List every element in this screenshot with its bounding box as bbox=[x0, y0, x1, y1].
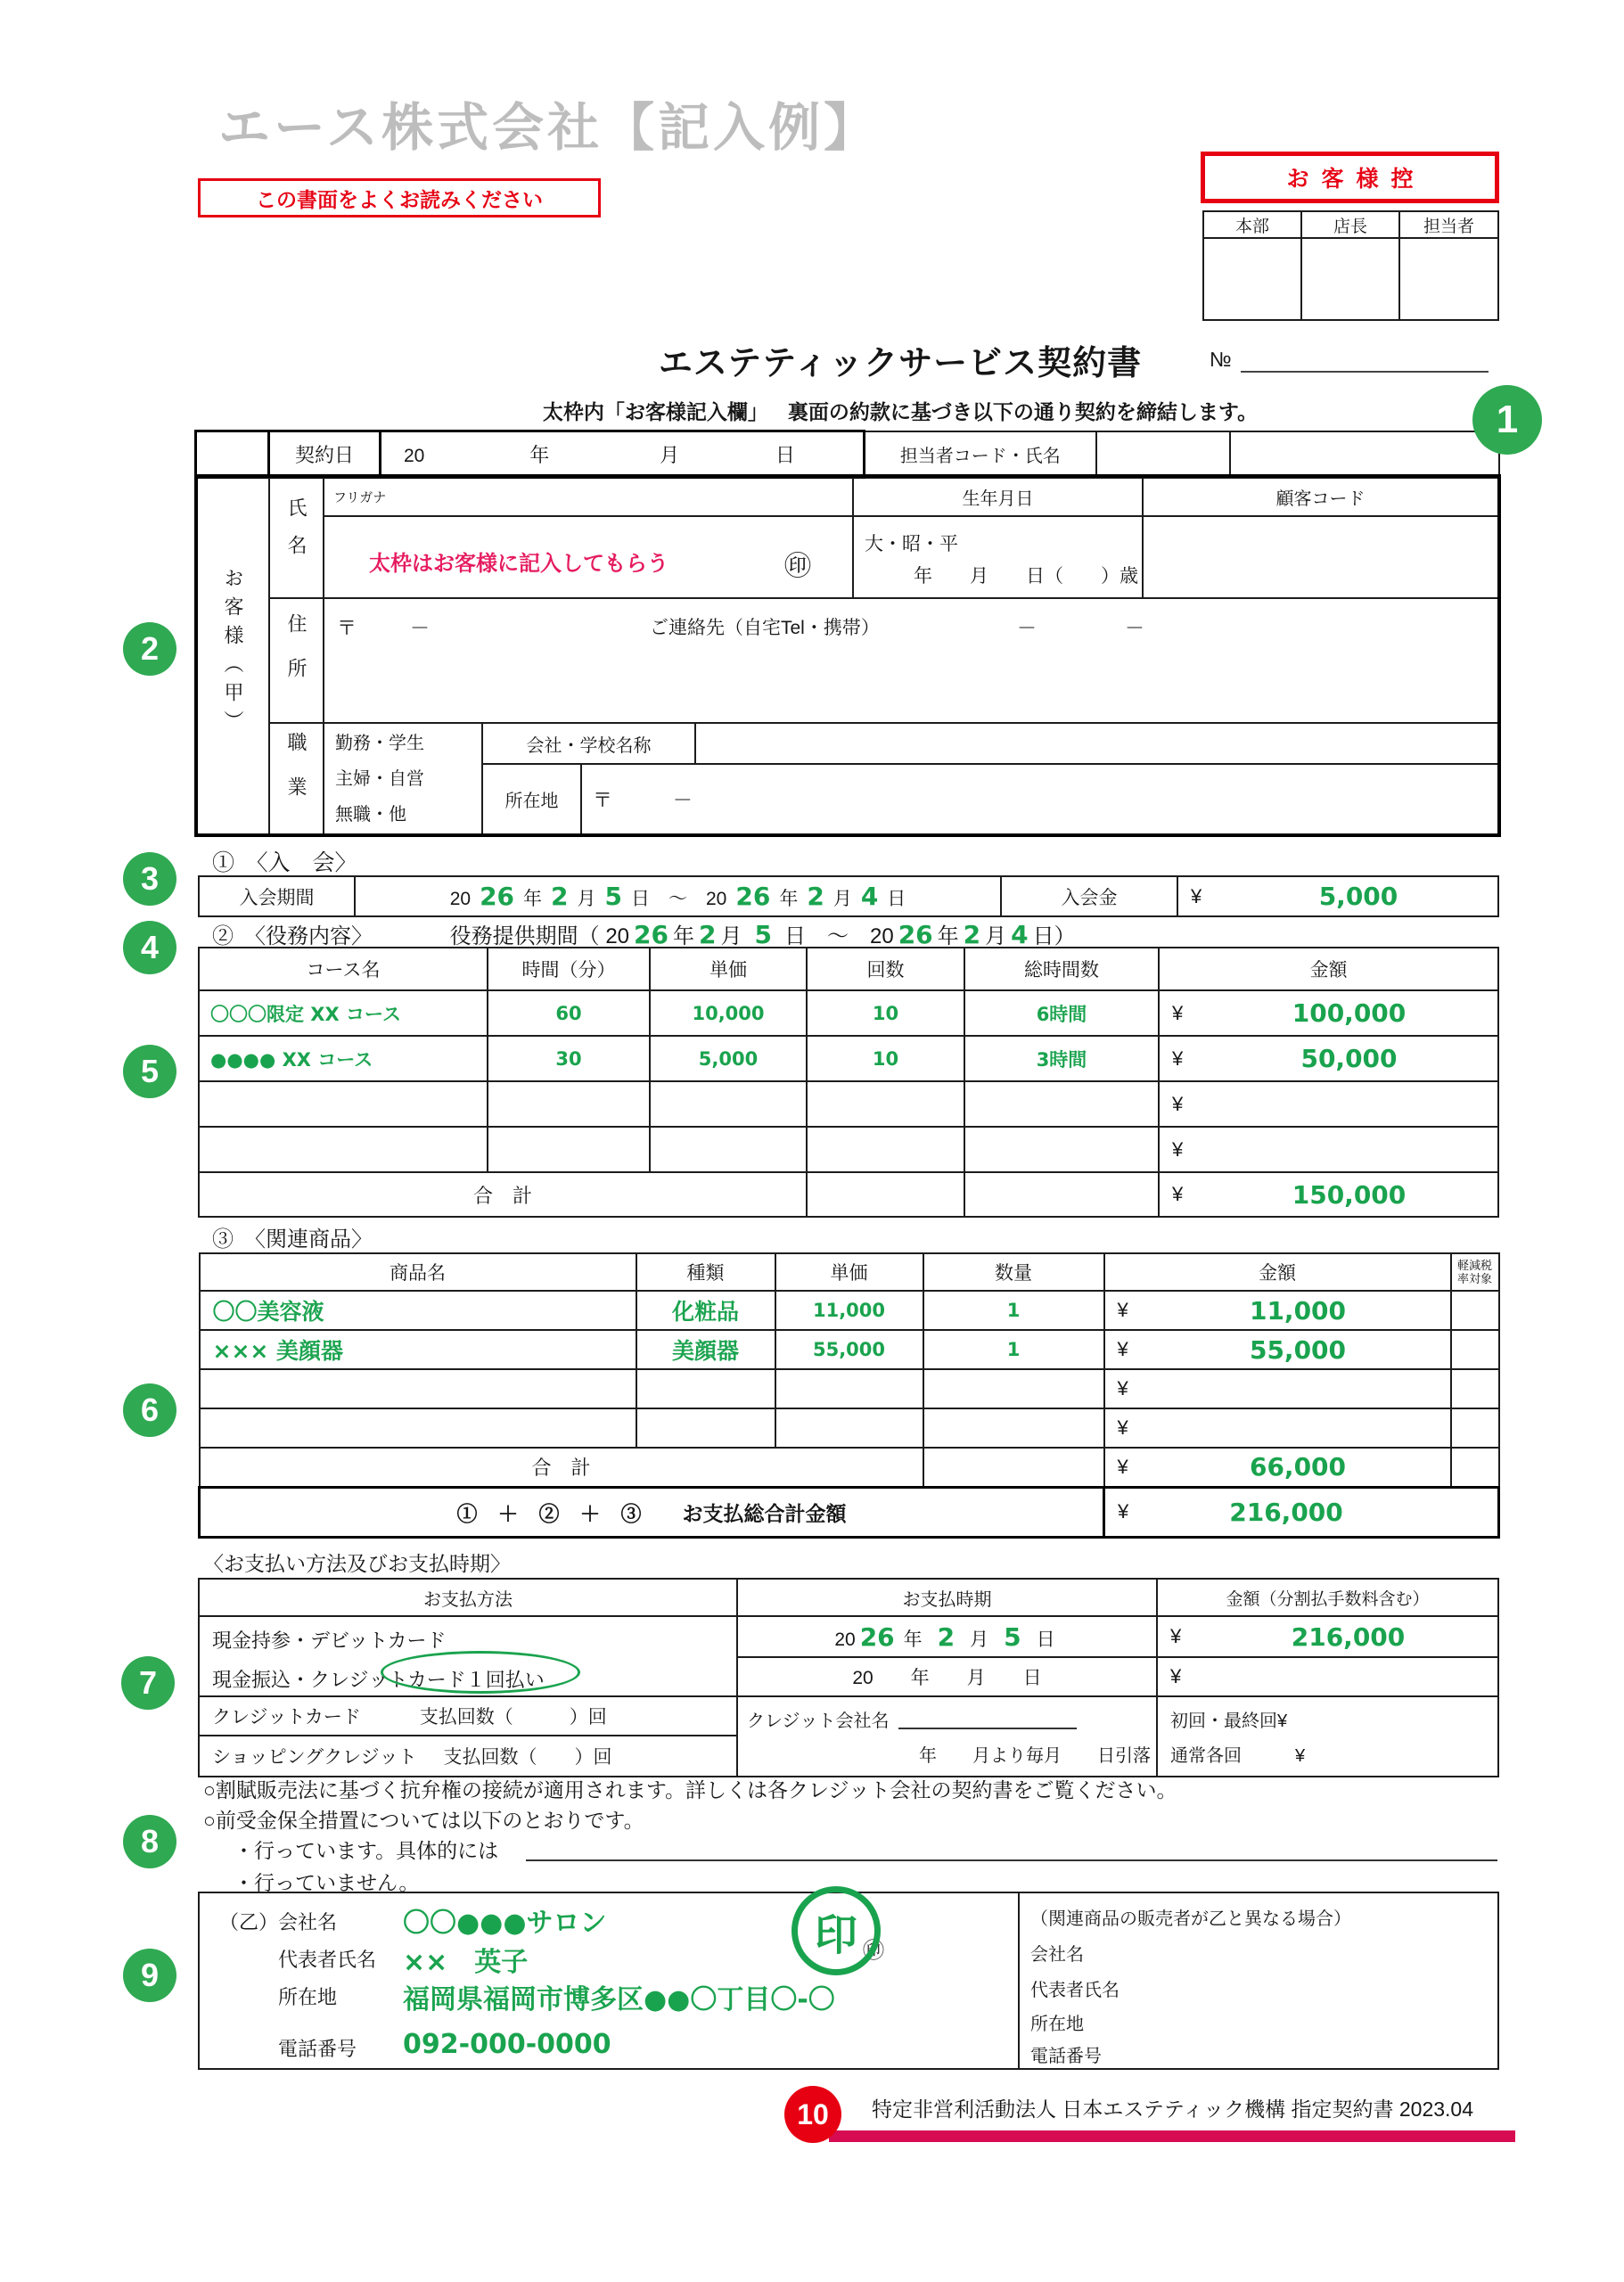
course-1-hours: 6時間 bbox=[964, 990, 1159, 1036]
product-2-yen: ¥ bbox=[1117, 1338, 1128, 1360]
course-2-unit: 5,000 bbox=[650, 1036, 807, 1081]
payment-method-2: 現金振込・クレジットカード１回払い bbox=[212, 1669, 545, 1691]
membership-month-2: 2 bbox=[807, 882, 824, 911]
subtitle-terms-note: 裏面の約款に基づき以下の通り契約を締結します。 bbox=[787, 400, 1259, 423]
product-row-2 bbox=[200, 1330, 1499, 1369]
payment-method-shopping-cell bbox=[199, 1736, 737, 1777]
membership-table bbox=[198, 875, 1499, 917]
payment-method-4-count: 支払回数（ ）回 bbox=[443, 1747, 612, 1768]
contact-dash-2: － bbox=[1125, 617, 1145, 639]
watermark-company-title: エース株式会社【記入例】 bbox=[218, 99, 880, 157]
membership-year-1: 26 bbox=[480, 882, 515, 911]
note-line-3: ・行っています。具体的には bbox=[234, 1839, 499, 1862]
course-row-1 bbox=[199, 990, 1498, 1036]
product-3-name bbox=[200, 1369, 636, 1408]
course-2-yen: ¥ bbox=[1172, 1047, 1184, 1070]
course-2-amount-cell bbox=[1159, 1036, 1498, 1081]
seller-addr-label: 所在地 bbox=[278, 1986, 338, 2008]
credit-company-line bbox=[898, 1706, 1077, 1729]
note-line-3-underline bbox=[526, 1859, 1497, 1861]
course-1-count: 10 bbox=[807, 990, 964, 1036]
furigana-field: フリガナ bbox=[324, 476, 853, 516]
product-3-amount-cell bbox=[1104, 1369, 1451, 1408]
product-total-amount: 66,000 bbox=[1249, 1452, 1347, 1482]
company-school-field bbox=[695, 723, 1499, 764]
membership-tilde: ～ bbox=[668, 889, 687, 909]
service-month-2: 2 bbox=[963, 920, 981, 949]
payment-method-4: ショッピングクレジット bbox=[212, 1747, 417, 1768]
payment-date-1-year: 26 bbox=[859, 1621, 895, 1652]
payment-method-cash-cell bbox=[199, 1616, 737, 1696]
subtitle-line bbox=[499, 396, 1301, 425]
product-4-unit bbox=[775, 1408, 923, 1448]
service-sep: 日 ～ 20 bbox=[783, 924, 894, 948]
product-header-kind: 種類 bbox=[636, 1253, 775, 1291]
section-3-heading: ③ 〈関連商品〉 bbox=[212, 1227, 373, 1252]
membership-day-2: 4 bbox=[860, 882, 879, 911]
product-total-row bbox=[200, 1448, 1499, 1487]
payment-amount-1: 216,000 bbox=[1291, 1621, 1406, 1652]
membership-day-label-2: 日 bbox=[887, 889, 906, 909]
service-period-lead: 役務提供期間（ 20 bbox=[449, 924, 630, 948]
service-month-label-1: 月 bbox=[720, 924, 742, 948]
course-2-count: 10 bbox=[807, 1036, 964, 1081]
product-1-name: 〇〇美容液 bbox=[200, 1291, 636, 1330]
birthdate-header: 生年月日 bbox=[853, 476, 1143, 516]
payment-method-3-count: 支払回数（ ）回 bbox=[419, 1707, 607, 1728]
note-line-4: ・行っていません。 bbox=[234, 1871, 420, 1894]
service-day-2: 4 bbox=[1011, 920, 1029, 949]
payment-header-amount: 金額（分割払手数料含む） bbox=[1157, 1579, 1498, 1616]
related-products-table bbox=[198, 1252, 1500, 1539]
product-header-amount: 金額 bbox=[1104, 1253, 1451, 1291]
course-3-name bbox=[199, 1081, 488, 1127]
product-3-kind bbox=[636, 1369, 775, 1408]
product-2-unit: 55,000 bbox=[775, 1330, 923, 1369]
approval-stamp-table bbox=[1202, 210, 1499, 321]
contract-date-label: 契約日 bbox=[269, 431, 381, 478]
annotation-circle-1: 1 bbox=[1472, 385, 1542, 455]
course-header-count: 回数 bbox=[807, 948, 964, 990]
alt-seller-tel-label: 電話番号 bbox=[1030, 2047, 1102, 2066]
product-2-name: ××× 美顔器 bbox=[200, 1330, 636, 1369]
payment-amount-2-yen: ¥ bbox=[1170, 1665, 1182, 1687]
installment-amount-cell bbox=[1157, 1696, 1498, 1777]
seller-info-table bbox=[198, 1892, 1499, 2070]
product-total-yen: ¥ bbox=[1117, 1455, 1128, 1478]
payment-amount-1-cell bbox=[1157, 1616, 1498, 1657]
membership-year-label-2: 年 bbox=[779, 889, 799, 909]
product-1-amount-cell bbox=[1104, 1291, 1451, 1330]
job-options bbox=[324, 723, 482, 835]
footer-accent-bar bbox=[829, 2130, 1515, 2142]
membership-day-1: 5 bbox=[604, 882, 622, 911]
course-4-unit bbox=[650, 1127, 807, 1172]
grand-total-label: ① ＋ ② ＋ ③ お支払総合計金額 bbox=[200, 1487, 1104, 1537]
membership-month-1: 2 bbox=[551, 882, 569, 911]
selected-method-circle-annotation bbox=[381, 1651, 580, 1694]
course-header-time: 時間（分） bbox=[488, 948, 650, 990]
product-header-tax-line2: 率対象 bbox=[1456, 1272, 1492, 1285]
work-postal-dash: － bbox=[672, 789, 693, 811]
subtitle-bold-entry-note: 太枠内「お客様記入欄」 bbox=[542, 400, 768, 423]
product-3-qty bbox=[923, 1369, 1104, 1408]
address-field bbox=[324, 598, 1499, 723]
name-field bbox=[324, 516, 853, 598]
product-1-unit: 11,000 bbox=[775, 1291, 923, 1330]
read-notice-text: この書面をよくお読みください bbox=[256, 187, 543, 211]
work-location-label: 所在地 bbox=[482, 764, 581, 835]
product-1-amount: 11,000 bbox=[1249, 1295, 1347, 1326]
course-3-hours bbox=[964, 1081, 1159, 1127]
contract-date-day: 日 bbox=[775, 444, 795, 466]
product-header-name: 商品名 bbox=[200, 1253, 636, 1291]
membership-month-label-1: 月 bbox=[577, 889, 596, 909]
alt-seller-header: （関連商品の販売者が乙と異なる場合） bbox=[1030, 1909, 1351, 1929]
seal-mark-icon: ㊞ bbox=[784, 552, 811, 581]
course-3-count bbox=[807, 1081, 964, 1127]
annotation-circle-6: 6 bbox=[123, 1383, 176, 1437]
membership-period-label: 入会期間 bbox=[199, 876, 355, 916]
membership-year-label-1: 年 bbox=[523, 889, 543, 909]
product-total-amount-cell bbox=[1104, 1448, 1451, 1487]
payment-date-1-day-label: 日 bbox=[1036, 1629, 1055, 1650]
course-1-amount-cell bbox=[1159, 990, 1498, 1036]
customer-copy-box bbox=[1201, 152, 1499, 203]
staff-code-name-label: 担当者コード・氏名 bbox=[865, 431, 1096, 478]
course-4-count bbox=[807, 1127, 964, 1172]
membership-fee-amount: 5,000 bbox=[1318, 882, 1398, 911]
membership-fee-label: 入会金 bbox=[1001, 876, 1177, 916]
name-label bbox=[269, 476, 324, 598]
course-4-yen: ¥ bbox=[1172, 1137, 1184, 1161]
customer-info-table bbox=[194, 474, 1501, 837]
course-2-name: ●●●● XX コース bbox=[199, 1036, 488, 1081]
product-total-label: 合 計 bbox=[200, 1448, 923, 1487]
seller-tel-value: 092-000-0000 bbox=[403, 2029, 611, 2060]
approval-header-honbu: 本部 bbox=[1203, 211, 1301, 238]
section-2-title: ② 〈役務内容〉 bbox=[212, 924, 373, 948]
annotation-circle-10: 10 bbox=[784, 2086, 841, 2143]
seller-right-cell bbox=[1019, 1892, 1498, 2069]
course-total-amount: 150,000 bbox=[1292, 1179, 1407, 1210]
customer-side-label bbox=[196, 476, 269, 835]
grand-total-row bbox=[200, 1487, 1499, 1537]
course-1-time: 60 bbox=[488, 990, 650, 1036]
course-2-hours: 3時間 bbox=[964, 1036, 1159, 1081]
document-title: エステティックサービス契約書 bbox=[658, 345, 1143, 382]
membership-day-label-1: 日 bbox=[631, 889, 650, 909]
contract-date-row bbox=[194, 430, 1500, 479]
service-month-label-2: 月 bbox=[985, 924, 1007, 948]
product-1-qty: 1 bbox=[923, 1291, 1104, 1330]
product-header-unit: 単価 bbox=[775, 1253, 923, 1291]
alt-seller-addr-label: 所在地 bbox=[1030, 2015, 1084, 2034]
payment-table bbox=[198, 1578, 1499, 1777]
course-4-time bbox=[488, 1127, 650, 1172]
product-4-name bbox=[200, 1408, 636, 1448]
address-label bbox=[269, 598, 324, 723]
work-postal-mark: 〒 bbox=[593, 789, 613, 811]
annotation-circle-2: 2 bbox=[123, 622, 176, 676]
payment-amount-1-yen: ¥ bbox=[1170, 1625, 1182, 1647]
membership-period-value bbox=[355, 876, 1001, 916]
course-1-unit: 10,000 bbox=[650, 990, 807, 1036]
annotation-circle-7: 7 bbox=[121, 1656, 175, 1710]
contract-date-field bbox=[381, 431, 865, 478]
section-2-heading bbox=[212, 918, 1076, 949]
debit-schedule-line: 年 月より毎月 日引落 bbox=[919, 1746, 1151, 1766]
payment-method-credit-cell bbox=[199, 1696, 737, 1736]
service-course-table bbox=[198, 947, 1499, 1218]
course-header-unit: 単価 bbox=[650, 948, 807, 990]
staff-code-field bbox=[1096, 431, 1230, 478]
section-1-heading: ① 〈入 会〉 bbox=[212, 850, 357, 875]
course-4-name bbox=[199, 1127, 488, 1172]
course-total-row bbox=[199, 1172, 1498, 1217]
membership-fee-yen: ¥ bbox=[1191, 884, 1202, 907]
course-total-amount-cell bbox=[1159, 1172, 1498, 1217]
service-year-label-2: 年 bbox=[937, 924, 959, 948]
product-3-unit bbox=[775, 1369, 923, 1408]
payment-date-1-day: 5 bbox=[1004, 1621, 1021, 1652]
seller-left-cell bbox=[199, 1892, 1019, 2069]
course-4-hours bbox=[964, 1127, 1159, 1172]
contract-row-spacer-cell bbox=[196, 431, 269, 478]
product-row-1 bbox=[200, 1291, 1499, 1330]
seller-stamp-icon: 印 bbox=[791, 1886, 881, 1975]
payment-date-1 bbox=[737, 1616, 1157, 1657]
job-label bbox=[269, 723, 324, 835]
course-header-amount: 金額 bbox=[1159, 948, 1498, 990]
course-1-amount: 100,000 bbox=[1292, 998, 1407, 1028]
course-row-3 bbox=[199, 1081, 1498, 1127]
payment-method-1: 現金持参・デビットカード bbox=[212, 1629, 447, 1652]
annotation-circle-4: 4 bbox=[123, 921, 176, 974]
product-2-amount-cell bbox=[1104, 1330, 1451, 1369]
birthdate-field bbox=[853, 516, 1143, 598]
service-month-1: 2 bbox=[699, 920, 717, 949]
approval-cell-tantosha bbox=[1399, 238, 1498, 320]
customer-side-label-text: お客様（甲） bbox=[222, 567, 244, 739]
approval-cell-honbu bbox=[1203, 238, 1301, 320]
course-row-4 bbox=[199, 1127, 1498, 1172]
postal-mark: 〒 bbox=[337, 617, 357, 639]
course-row-2 bbox=[199, 1036, 1498, 1081]
seller-name-value: 〇〇●●●サロン bbox=[403, 1908, 607, 1939]
service-close: 日） bbox=[1032, 924, 1076, 948]
payment-date-1-year-label: 年 bbox=[903, 1629, 923, 1650]
payment-method-3: クレジットカード bbox=[212, 1707, 361, 1728]
course-total-label: 合 計 bbox=[199, 1172, 807, 1217]
staff-name-field bbox=[1230, 431, 1499, 478]
payment-section-heading: 〈お支払い方法及びお支払時期〉 bbox=[203, 1552, 511, 1575]
product-4-qty bbox=[923, 1408, 1104, 1448]
product-header-tax-line1: 軽減税 bbox=[1456, 1259, 1492, 1272]
birthdate-line: 年 月 日（ ）歳 bbox=[914, 566, 1139, 587]
course-total-spacer-1 bbox=[807, 1172, 964, 1217]
course-1-name: 〇〇〇限定 XX コース bbox=[199, 990, 488, 1036]
course-3-time bbox=[488, 1081, 650, 1127]
seller-rep-label: 代表者氏名 bbox=[278, 1949, 377, 1971]
credit-company-label: クレジット会社名 bbox=[747, 1712, 890, 1731]
product-4-kind bbox=[636, 1408, 775, 1448]
seller-seal-mark-icon: ㊞ bbox=[863, 1939, 884, 1963]
regular-installment-label: 通常各回 ¥ bbox=[1170, 1746, 1306, 1766]
service-year-1: 26 bbox=[634, 920, 669, 949]
seller-name-label: 会社名 bbox=[278, 1911, 338, 1933]
contract-date-year: 年 bbox=[529, 444, 550, 466]
document-number-label: № bbox=[1210, 348, 1232, 371]
annotation-circle-3: 3 bbox=[123, 852, 176, 906]
course-header-name: コース名 bbox=[199, 948, 488, 990]
address-label-text: 住所 bbox=[285, 613, 308, 702]
postal-dash: － bbox=[410, 617, 431, 639]
company-school-label: 会社・学校名称 bbox=[482, 723, 695, 764]
customer-code-header: 顧客コード bbox=[1143, 476, 1499, 516]
course-2-time: 30 bbox=[488, 1036, 650, 1081]
membership-fee-value bbox=[1177, 876, 1498, 916]
seller-addr-value: 福岡県福岡市博多区●●〇丁目〇-〇 bbox=[403, 1984, 835, 2015]
product-3-yen: ¥ bbox=[1117, 1377, 1128, 1400]
product-1-kind: 化粧品 bbox=[636, 1291, 775, 1330]
note-line-2: ○前受金保全措置については以下のとおりです。 bbox=[203, 1809, 644, 1832]
product-total-spacer bbox=[923, 1448, 1104, 1487]
product-2-kind: 美顔器 bbox=[636, 1330, 775, 1369]
membership-month-label-2: 月 bbox=[833, 889, 852, 909]
product-1-yen: ¥ bbox=[1117, 1299, 1128, 1321]
course-total-yen: ¥ bbox=[1172, 1183, 1184, 1205]
course-3-amount-cell bbox=[1159, 1081, 1498, 1127]
annotation-circle-9: 9 bbox=[123, 1949, 176, 2002]
product-row-3 bbox=[200, 1369, 1499, 1408]
note-line-1: ○割賦販売法に基づく抗弁権の接続が適用されます。詳しくは各クレジット会社の契約書をご覧ください。 bbox=[203, 1778, 1177, 1802]
job-label-text: 職業 bbox=[285, 731, 308, 821]
name-label-text: 氏名 bbox=[285, 497, 308, 572]
sample-entry-note: 太枠はお客様に記入してもらう bbox=[369, 552, 668, 576]
approval-header-tantosha: 担当者 bbox=[1399, 211, 1498, 238]
seller-tel-label: 電話番号 bbox=[278, 2038, 357, 2060]
payment-date-1-month-label: 月 bbox=[970, 1629, 989, 1650]
approval-cell-tencho bbox=[1301, 238, 1399, 320]
job-option-2: 主婦・自営 bbox=[335, 768, 424, 789]
course-1-yen: ¥ bbox=[1172, 1001, 1184, 1024]
contract-date-prefix: 20 bbox=[404, 446, 425, 466]
product-4-amount-cell bbox=[1104, 1408, 1451, 1448]
product-3-tax bbox=[1451, 1369, 1499, 1408]
course-header-hours: 総時間数 bbox=[964, 948, 1159, 990]
service-year-2: 26 bbox=[898, 920, 933, 949]
seller-otsu-label: （乙） bbox=[219, 1911, 279, 1933]
membership-year-2: 26 bbox=[735, 882, 771, 911]
payment-date-1-month: 2 bbox=[937, 1621, 956, 1652]
annotation-circle-8: 8 bbox=[123, 1815, 176, 1868]
payment-amount-2-cell bbox=[1157, 1657, 1498, 1696]
contract-date-month: 月 bbox=[660, 444, 680, 466]
document-number-line bbox=[1241, 371, 1489, 373]
grand-total-amount-cell bbox=[1104, 1487, 1499, 1537]
product-2-qty: 1 bbox=[923, 1330, 1104, 1369]
alt-seller-rep-label: 代表者氏名 bbox=[1030, 1981, 1120, 2000]
product-1-tax bbox=[1451, 1291, 1499, 1330]
course-2-amount: 50,000 bbox=[1300, 1044, 1398, 1073]
payment-header-method: お支払方法 bbox=[199, 1579, 737, 1616]
product-total-tax bbox=[1451, 1448, 1499, 1487]
product-2-tax bbox=[1451, 1330, 1499, 1369]
read-notice-box bbox=[198, 178, 601, 218]
credit-company-cell bbox=[737, 1696, 1157, 1777]
membership-prefix-1: 20 bbox=[449, 889, 472, 909]
seller-rep-value: ×× 英子 bbox=[403, 1947, 529, 1978]
grand-total-yen: ¥ bbox=[1118, 1500, 1129, 1523]
job-option-3: 無職・他 bbox=[335, 804, 406, 825]
customer-copy-label: お客様控 bbox=[1286, 167, 1426, 192]
first-last-installment-label: 初回・最終回¥ bbox=[1170, 1712, 1288, 1731]
grand-total-amount: 216,000 bbox=[1229, 1497, 1343, 1527]
footer-organization-text: 特定非営利活動法人 日本エステティック機構 指定契約書 2023.04 bbox=[872, 2097, 1474, 2121]
payment-header-timing: お支払時期 bbox=[737, 1579, 1157, 1616]
product-header-tax bbox=[1451, 1253, 1499, 1291]
service-year-label-1: 年 bbox=[673, 924, 695, 948]
work-location-field bbox=[581, 764, 1499, 835]
payment-date-2: 20 年 月 日 bbox=[737, 1657, 1157, 1696]
service-day-1: 5 bbox=[754, 920, 772, 949]
course-4-amount-cell bbox=[1159, 1127, 1498, 1172]
membership-prefix-2: 20 bbox=[706, 889, 727, 909]
annotation-circle-5: 5 bbox=[123, 1045, 176, 1098]
product-header-qty: 数量 bbox=[923, 1253, 1104, 1291]
birthdate-era-options: 大・昭・平 bbox=[865, 534, 959, 554]
product-2-amount: 55,000 bbox=[1249, 1334, 1347, 1365]
course-total-spacer-2 bbox=[964, 1172, 1159, 1217]
payment-date-1-prefix: 20 bbox=[834, 1629, 856, 1650]
product-row-4 bbox=[200, 1408, 1499, 1448]
course-3-yen: ¥ bbox=[1172, 1092, 1184, 1115]
contact-dash-1: － bbox=[1017, 617, 1038, 639]
course-3-unit bbox=[650, 1081, 807, 1127]
approval-header-tencho: 店長 bbox=[1301, 211, 1399, 238]
job-option-1: 勤務・学生 bbox=[335, 733, 424, 753]
alt-seller-name-label: 会社名 bbox=[1030, 1945, 1084, 1965]
product-4-yen: ¥ bbox=[1117, 1416, 1128, 1439]
customer-code-field bbox=[1143, 516, 1499, 598]
contact-label: ご連絡先（自宅Tel・携帯） bbox=[650, 618, 880, 638]
product-4-tax bbox=[1451, 1408, 1499, 1448]
